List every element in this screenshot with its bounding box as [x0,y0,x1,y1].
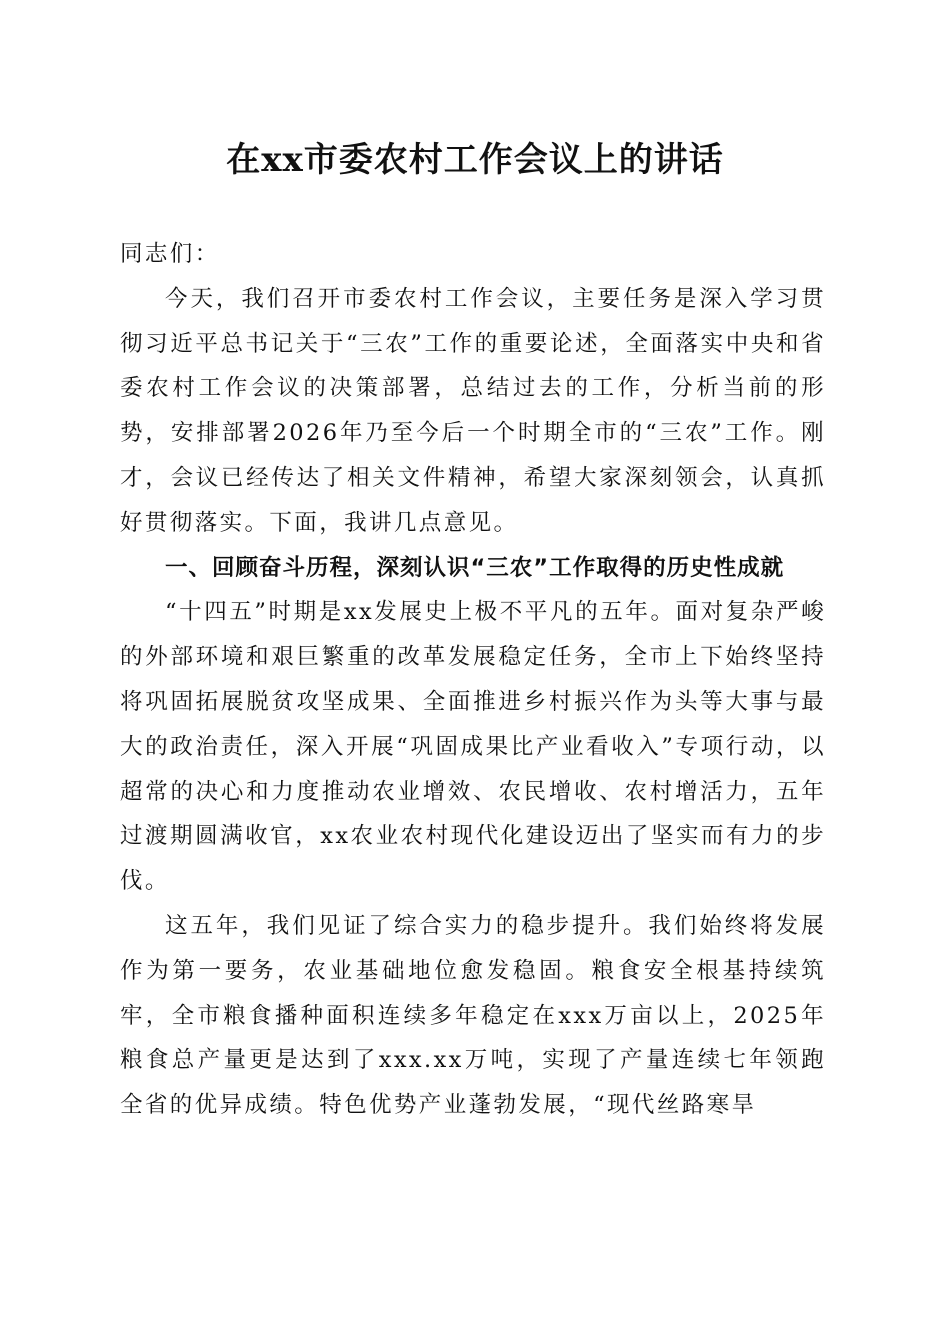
salutation: 同志们： [120,241,220,267]
section-heading-1: 一、回顾奋斗历程，深刻认识“三农”工作取得的历史性成就 [165,554,785,581]
intro-paragraph: 今天，我们召开市委农村工作会议，主要任务是深入学习贯彻习近平总书记关于“三农”工作的重要论述，全面落实中央和省委农村工作会议的决策部署，总结过去的工作，分析当前的形势，安排部署2026年乃至今后一个时期全市的“三农”工作。刚才，会议已经传达了相关文件精神，希望大家深刻领会，认真抓好贯彻落实。下面，我讲几点意见。 [120,285,826,536]
document-title: 在xx市委农村工作会议上的讲话 [226,140,724,180]
section1-paragraph-1: “十四五”时期是xx发展史上极不平凡的五年。面对复杂严峻的外部环境和艰巨繁重的改革发展稳定任务，全市上下始终坚持将巩固拓展脱贫攻坚成果、全面推进乡村振兴作为头等大事与最大的政治责任，深入开展“巩固成果比产业看收入”专项行动，以超常的决心和力度推动农业增效、农民增收、农村增活力，五年过渡期圆满收官，xx农业农村现代化建设迈出了坚实而有力的步伐。 [120,599,826,895]
document-body [120,232,826,1128]
section1-paragraph-2: 这五年，我们见证了综合实力的稳步提升。我们始终将发展作为第一要务，农业基础地位愈发稳固。粮食安全根基持续筑牢，全市粮食播种面积连续多年稳定在xxx万亩以上，2025年粮食总产量更是达到了xxx.xx万吨，实现了产量连续七年领跑全省的优异成绩。特色优势产业蓬勃发展，“现代丝路寒旱 [120,912,826,1119]
